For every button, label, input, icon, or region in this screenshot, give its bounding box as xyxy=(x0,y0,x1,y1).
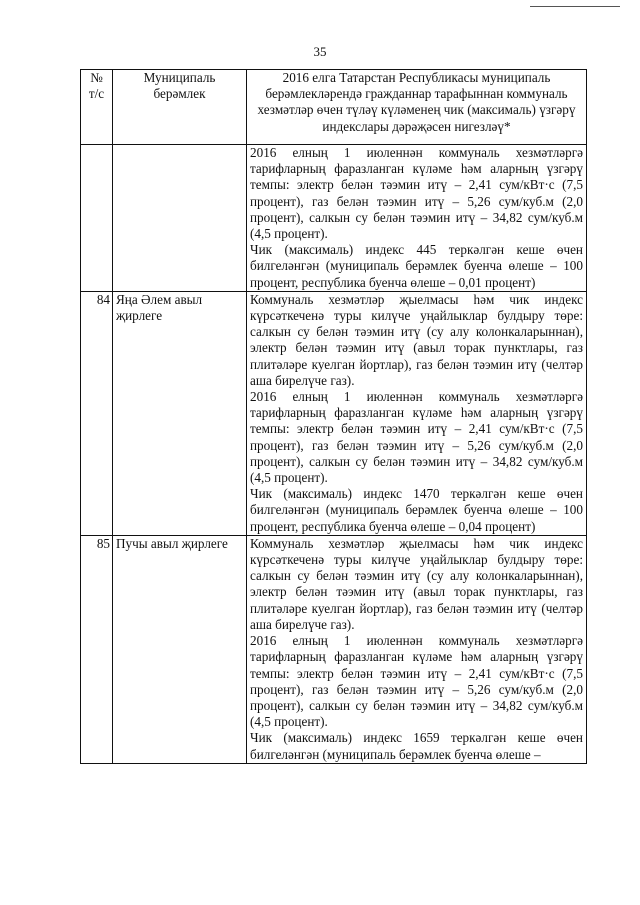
table-row xyxy=(81,291,587,535)
description-paragraph: Коммуналь хезмәтләр җыелмасы һәм чик индекс күрсәткеченә туры килүче уңайлыклар булдыру төре: салкын су белән тәэмин итү (су алу колонкаларыннан), электр белән тәэмин итү (авыл торак пунктлары, газ плитәләре куелган йортлар), газ белән тәэмин итү (челтәр аша бирелүче газ). xyxy=(250,291,583,388)
header-rule xyxy=(530,6,620,7)
description-paragraph: 2016 елның 1 июленнән коммуналь хезмәтләргә тарифларның фаразланган күләме һәм аларның үзгәрү темпы: электр белән тәэмин итү – 2,41 сум/кВт·с (7,5 процент), газ белән тәэмин итү – 5,26 сум/куб.м (2,0 процент), салкын су белән тәэмин итү – 34,82 сум/куб.м (4,5 процент). xyxy=(250,389,583,486)
description-paragraph: Коммуналь хезмәтләр җыелмасы һәм чик индекс күрсәткеченә туры килүче уңайлыклар булдыру төре: салкын су белән тәэмин итү (су алу колонкаларыннан), электр белән тәэмин итү (авыл торак пунктлары, газ плитәләре куелган йортлар), газ белән тәэмин итү (челтәр аша бирелүче газ). xyxy=(250,535,583,632)
page-number: 35 xyxy=(313,44,327,59)
description-paragraph: 2016 елның 1 июленнән коммуналь хезмәтләргә тарифларның фаразланган күләме һәм аларның үзгәрү темпы: электр белән тәэмин итү – 2,41 сум/кВт·с (7,5 процент), газ белән тәэмин итү – 5,26 сум/куб.м (2,0 процент), салкын су белән тәэмин итү – 34,82 сум/куб.м (4,5 процент). xyxy=(250,145,583,242)
table-row xyxy=(81,535,587,763)
description-paragraph: Чик (максималь) индекс 1470 теркәлгән кеше өчен билгеләнгән (муниципаль берәмлек буенча өлеше – 100 процент, республика буенча өлеше – 0,04 процент) xyxy=(250,486,583,534)
row-municipality: Яңа Әлем авыл җирлеге xyxy=(113,291,247,535)
row-municipality: Пучы авыл җирлеге xyxy=(113,535,247,763)
header-number: № т/с xyxy=(81,70,113,145)
row-number: 84 xyxy=(81,291,113,535)
index-table xyxy=(80,69,587,764)
row-description xyxy=(247,291,587,535)
description-paragraph: Чик (максималь) индекс 445 теркәлгән кеше өчен билгеләнгән (муниципаль берәмлек буенча өлеше – 100 процент, республика буенча өлеше – 0,01 процент) xyxy=(250,242,583,290)
table-row xyxy=(81,145,587,292)
header-index: 2016 елга Татарстан Республикасы муниципаль берәмлекләрендә гражданнар тарафыннан коммуналь хезмәтләр өчен түләү күләменең чик (максималь) үзгәрү индекслары дәрәҗәсен нигезләү* xyxy=(247,70,587,145)
description-paragraph: Чик (максималь) индекс 1659 теркәлгән кеше өчен билгеләнгән (муниципаль берәмлек буенча өлеше – xyxy=(250,730,583,762)
row-number: 85 xyxy=(81,535,113,763)
header-municipality: Муниципаль берәмлек xyxy=(113,70,247,145)
row-description xyxy=(247,535,587,763)
description-paragraph: 2016 елның 1 июленнән коммуналь хезмәтләргә тарифларның фаразланган күләме һәм аларның үзгәрү темпы: электр белән тәэмин итү – 2,41 сум/кВт·с (7,5 процент), газ белән тәэмин итү – 5,26 сум/куб.м (2,0 процент), салкын су белән тәэмин итү – 34,82 сум/куб.м (4,5 процент). xyxy=(250,633,583,730)
row-municipality xyxy=(113,145,247,292)
row-number xyxy=(81,145,113,292)
row-description xyxy=(247,145,587,292)
table-header-row xyxy=(81,70,587,145)
